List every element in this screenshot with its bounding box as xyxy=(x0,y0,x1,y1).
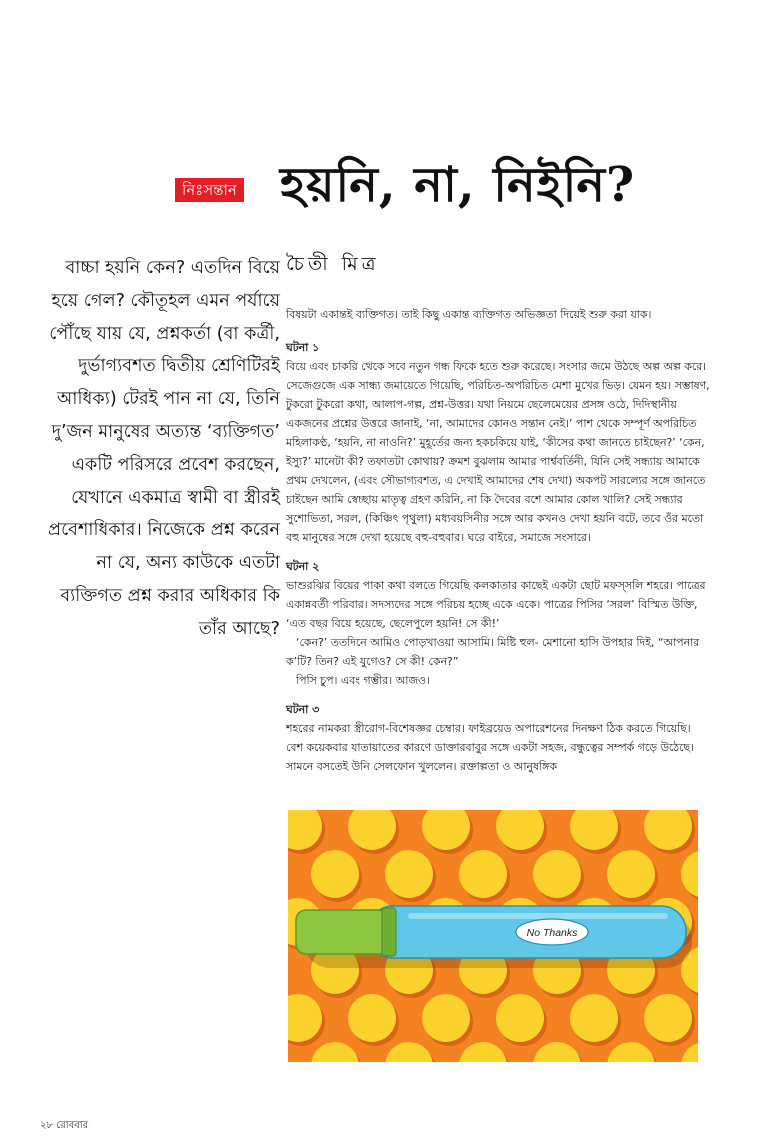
page-folio: ২৮ রোববার xyxy=(40,1120,89,1131)
event-3-label: ঘটনা ৩ xyxy=(286,703,320,716)
section-tag: নিঃসন্তান xyxy=(175,178,244,202)
byline: চৈতী মিত্র xyxy=(286,253,380,275)
polka-dot xyxy=(496,994,544,1042)
article-body xyxy=(286,305,710,776)
illustration-svg xyxy=(288,810,698,1062)
headline: হয়নি, না, নিইনি? xyxy=(280,157,636,213)
event-2-paragraph: পিসি চুপ। এবং গম্ভীর। আজও। xyxy=(296,674,430,687)
pull-quote-text: বাচ্চা হয়নি কেন? এতদিন বিয়ে হয়ে গেল? কৌতূহল এমন পর্যায়ে পৌঁছে যায় যে, প্রশ্নকর্তা (বা কর্ত্রী, দুর্ভাগ্যবশত দ্বিতীয় শ্রেণিটিরই আধিক্য) টেরই পান না যে, তিনি দু’জন মানুষের অত্যন্ত ‘ব্যক্তিগত’ একটি পরিসরে প্রবেশ করছেন, যেখানে একমাত্র স্বামী বা স্ত্রীরই প্রবেশাধিকার। নিজেকে প্রশ্ন করেন না যে, অন্য কাউকে এতটা ব্যক্তিগত প্রশ্ন করার অধিকার কি তাঁর আছে? xyxy=(47,258,280,639)
pen-label: No Thanks xyxy=(526,927,578,939)
polka-dot xyxy=(570,994,618,1042)
event-1-paragraph: বিয়ে এবং চাকরি থেকে সবে নতুন গন্ধ ফিকে হতে শুরু করেছে। সংসার জমে উঠছে অল্প অল্প করে। সেজেগুজে এক সান্ধ্য জমায়েতে গিয়েছি, পরিচিত-অপরিচিত মেশা মুখের ভিড়। যেমন হয়। সম্ভাষণ, টুকরো টুকরো কথা, আলাপ-গল্প, প্রশ্ন-উত্তর। যথা নিয়মে ছেলেমেয়ের প্রসঙ্গ ওঠে, দিদিস্থানীয় একজনের প্রশ্নের উত্তরে জানাই, ‘না, আমাদের কোনও সন্তান নেই।’ পাশ থেকে সম্পূর্ণ অপরিচিত মহিলাকণ্ঠ, ‘হয়নি, না নাওনি?’ মুহূর্তের জন্য হকচকিয়ে যাই, ‘কীসের কথা জানতে চাইছেন?’ ‘কেন, ইস্যু?’ মানেটা কী? তফাতটা কোথায়? ক্রমশ বুঝলাম আমার পার্শ্ববর্তিনী, যিনি সেই সন্ধ্যায় আমাকে প্রথম দেখলেন, (এবং সৌভাগ্যবশত, এ দেখাই আমাদের শেষ দেখা) অকপট সারল্যের সঙ্গে জানতে চাইছেন আমি স্বেচ্ছায় মাতৃত্ব গ্রহণ করিনি, না কি দৈবের বশে আমার কোল খালি? সেই সন্ধ্যার সুশোভিতা, সরল, (কিঞ্চিৎ পৃথুলা) মধ্যবয়সিনীর সঙ্গে আর কখনও দেখা হয়নি বটে, তবে ওঁর মতো বহু মানুষের সঙ্গে দেখা হয়েছে বহু-বহুবার। ঘরে বাইরে, সমাজে সংসারে। xyxy=(286,360,710,544)
polka-dot xyxy=(533,850,581,898)
polka-dot xyxy=(644,994,692,1042)
polka-dot xyxy=(348,994,396,1042)
pregnancy-test-pen-icon xyxy=(296,906,692,968)
polka-dot xyxy=(385,850,433,898)
polka-dot xyxy=(459,850,507,898)
event-3-paragraph: শহরের নামকরা স্ত্রীরোগ-বিশেষজ্ঞর চেম্বার। ফাইব্রয়েড অপারেশনের দিনক্ষণ ঠিক করতে গিয়েছি। বেশ কয়েকবার যাতায়াতের কারণে ডাক্তারবাবুর সঙ্গে একটা সহজ, বন্ধুত্বের সম্পর্ক গড়ে উঠেছে। সামনে বসতেই উনি সেলফোন খুললেন। রক্তাল্পতা ও আনুষঙ্গিক xyxy=(286,722,694,773)
event-1-label: ঘটনা ১ xyxy=(286,341,320,354)
pull-quote xyxy=(40,252,280,646)
pregnancy-test-illustration xyxy=(288,810,698,1062)
article-intro: বিষয়টা একান্তই ব্যক্তিগত। তাই কিছু একান্ত ব্যক্তিগত অভিজ্ঞতা দিয়েই শুরু করা যাক। xyxy=(286,308,652,321)
event-2-paragraph: ভাশুরঝির বিয়ের পাকা কথা বলতে গিয়েছি কলকাতার কাছেই একটা ছোট মফস্সলি শহরে। পাত্রের একান্নবর্তী পরিবার। সদস্যদের সঙ্গে পরিচয় হচ্ছে একে একে। পাত্রের পিসির ‘সরল’ বিস্মিত উক্তি, ‘এত বছর বিয়ে হয়েছে, ছেলেপুলে হয়নি! সে কী!’ xyxy=(286,579,706,630)
event-2-paragraph: ‘কেন?’ ততদিনে আমিও পোড়খাওয়া আসামি। মিষ্টি হুল- মেশানো হাসি উপহার দিই, “আপনার ক’টি? তিন? এই যুগেও? সে কী! কেন?” xyxy=(286,636,700,668)
event-2-label: ঘটনা ২ xyxy=(286,560,320,573)
pen-cap xyxy=(296,910,388,954)
polka-dot xyxy=(311,850,359,898)
polka-dot xyxy=(607,850,655,898)
polka-dot xyxy=(422,994,470,1042)
